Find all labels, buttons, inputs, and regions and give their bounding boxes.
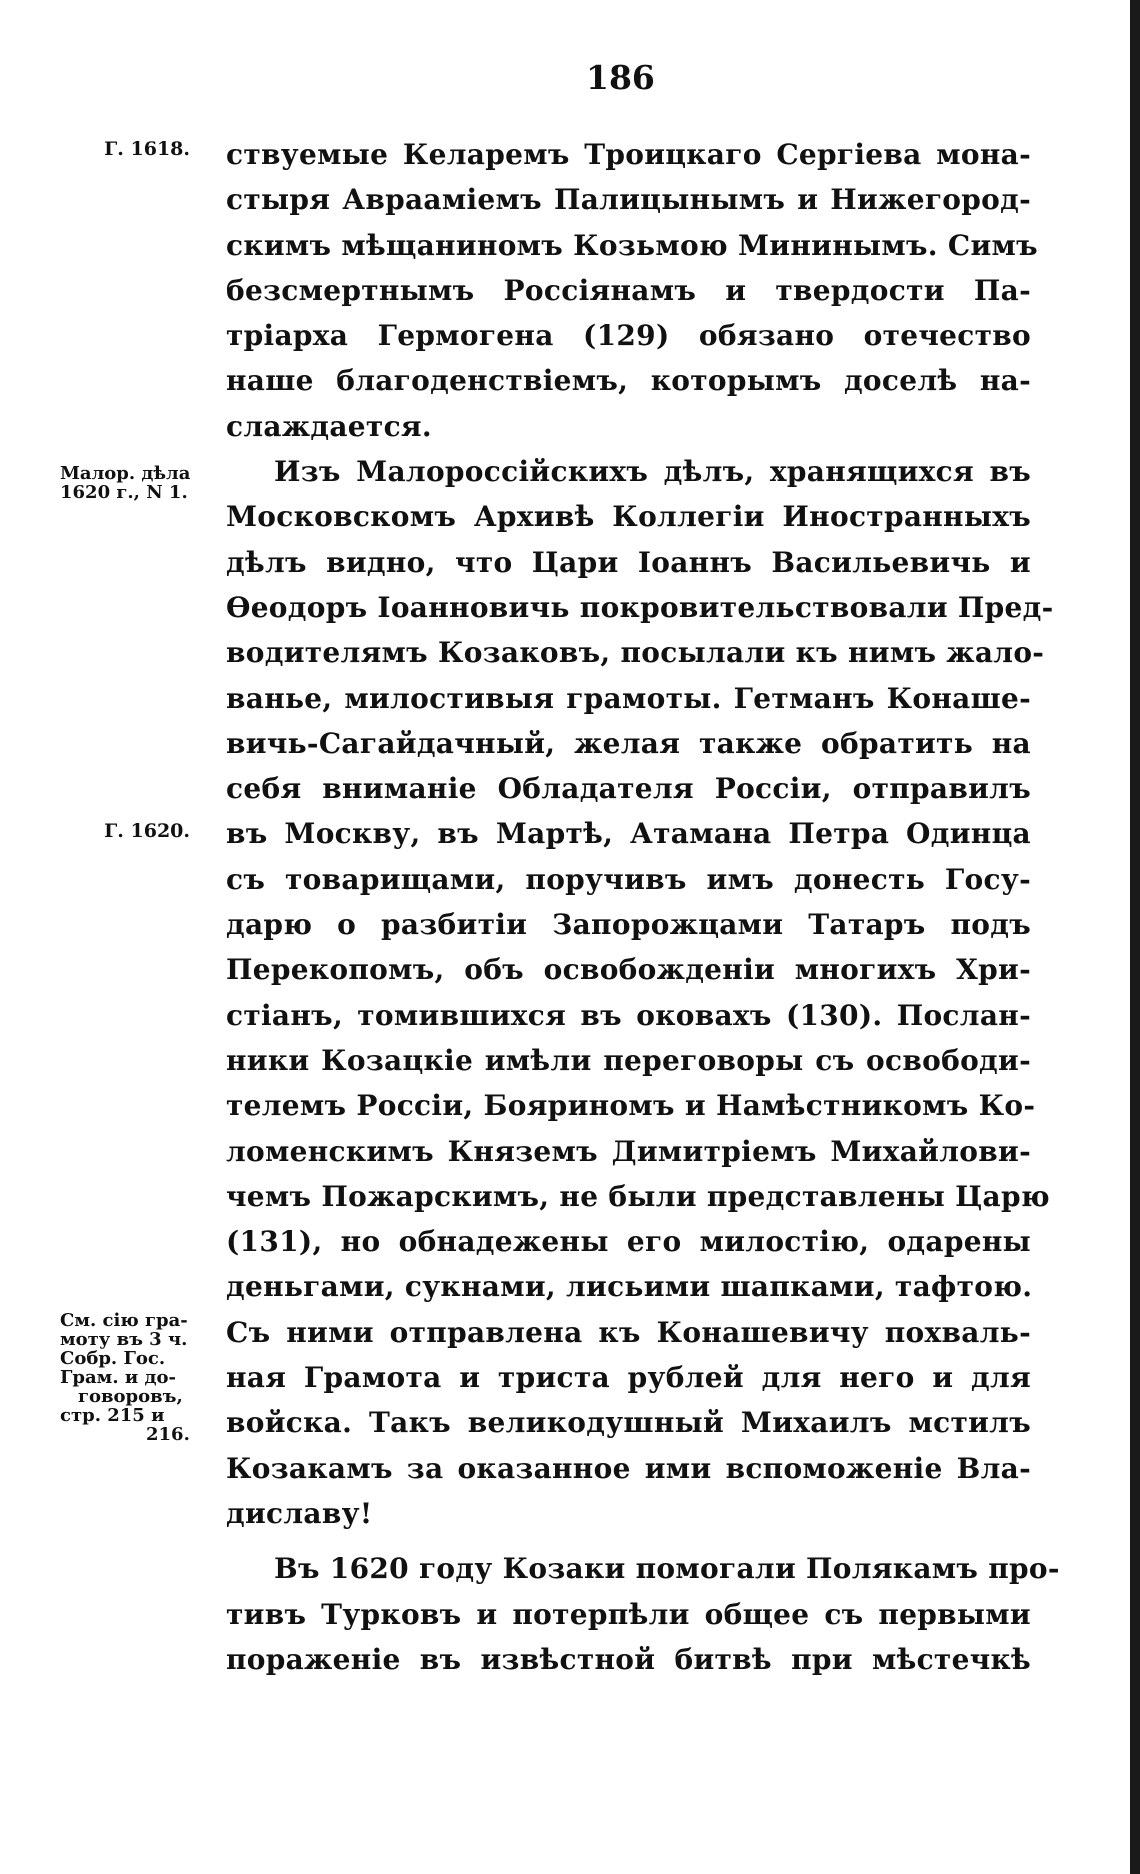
text-line: безсмертнымъ Россiянамъ и твердости Па- [226, 273, 1031, 307]
text-line: телемъ Россіи, Бояриномъ и Намѣстникомъ Ко- [226, 1089, 1036, 1123]
margin-note-line: Г. 1620. [104, 820, 190, 842]
body-text [226, 132, 1060, 1682]
text-line: диславу! [226, 1496, 373, 1530]
text-line: наше благоденствiемъ, которымъ доселѣ на- [226, 364, 1031, 398]
text-line: въ Москву, въ Мартѣ, Атамана Петра Одинца [226, 817, 1031, 851]
margin-note-line: Грам. и до- [60, 1367, 176, 1388]
text-line: ломенскимъ Княземъ Димитріемъ Михайлови- [226, 1134, 1031, 1168]
text-line: (131), но обнадежены его милостію, одарены [226, 1225, 1031, 1259]
text-line: Изъ Малороссійскихъ дѣлъ, хранящихся въ [274, 455, 1031, 489]
text-line: съ товарищами, поручивъ имъ донесть Госу- [226, 862, 1031, 896]
margin-note-line: говоровъ, [78, 1386, 183, 1407]
text-line: Съ ними отправлена къ Конашевичу похваль- [226, 1315, 1031, 1349]
text-line: ники Козацкіе имѣли переговоры съ освободи- [226, 1043, 1031, 1077]
text-line: себя вниманіе Обладателя Россіи, отправилъ [226, 772, 1031, 806]
scan-edge-border [1130, 0, 1140, 1874]
text-line: войска. Такъ великодушный Михаилъ мстилъ [226, 1406, 1031, 1440]
text-line: водителямъ Козаковъ, посылали къ нимъ жало- [226, 636, 1045, 670]
margin-note-reference [60, 1311, 225, 1444]
text-line: чемъ Пожарскимъ, не были представлены Царю [226, 1179, 1050, 1213]
text-line: деньгами, сукнами, лисьими шапками, тафтою. [226, 1270, 1033, 1304]
text-line: Козакамъ за оказанное ими вспоможеніе Вла- [226, 1451, 1031, 1485]
text-line: ствуемые Келаремъ Троицкаго Сергіева мона- [226, 138, 1031, 171]
text-line: тивъ Турковъ и потерпѣли общее съ первыми [226, 1597, 1031, 1631]
margin-note-line: стр. 215 и [60, 1405, 165, 1426]
margin-note-line: См. сію гра- [60, 1310, 188, 1331]
text-line: Перекопомъ, объ освобожденіи многихъ Хри- [226, 953, 1031, 987]
text-line: ная Грамота и триста рублей для него и для [226, 1361, 1031, 1395]
text-line: стіанъ, томившихся въ оковахъ (130). Послан- [226, 998, 1031, 1032]
text-line: Московскомъ Архивѣ Коллегіи Иностранныхъ [226, 500, 1031, 534]
text-line: тріарха Гермогена (129) обязано отечество [226, 319, 1031, 353]
margin-note-line: Малор. дѣла [60, 463, 191, 484]
margin-note-year-1620 [66, 822, 190, 841]
text-line: Въ 1620 году Козаки помогали Полякамъ про- [274, 1552, 1060, 1586]
margin-note-line: моту въ 3 ч. [60, 1329, 188, 1350]
text-line: слаждается. [226, 409, 432, 443]
margin-note-line: 216. [146, 1424, 190, 1445]
page-number: 186 [586, 58, 655, 97]
paragraph-gap [226, 1536, 1031, 1546]
text-line: стыря Авраамiемъ Палицынымъ и Нижегород- [226, 183, 1031, 217]
text-line: ванье, милостивыя грамоты. Гетманъ Конаше- [226, 681, 1031, 715]
margin-note-year-1618 [66, 140, 190, 159]
margin-note-line: Собр. Гос. [60, 1348, 166, 1369]
text-line: Ѳеодоръ Іоанновичь покровительствовали Пред- [226, 590, 1054, 624]
text-line: дарю о разбитіи Запорожцами Татаръ подъ [226, 908, 1031, 942]
margin-note-line: 1620 г., N 1. [60, 482, 188, 503]
text-line: скимъ мѣщаниномъ Козьмою Мининымъ. Симъ [226, 228, 1038, 262]
text-line: пораженіе въ извѣстной битвѣ при мѣстечкѣ [226, 1642, 1031, 1676]
margin-note-malor-archive [60, 464, 225, 502]
margin-note-line: Г. 1618. [104, 138, 190, 160]
text-line: вичь-Сагайдачный, желая также обратить на [226, 726, 1031, 760]
text-line: дѣлъ видно, что Цари Іоаннъ Васильевичь и [226, 545, 1031, 579]
